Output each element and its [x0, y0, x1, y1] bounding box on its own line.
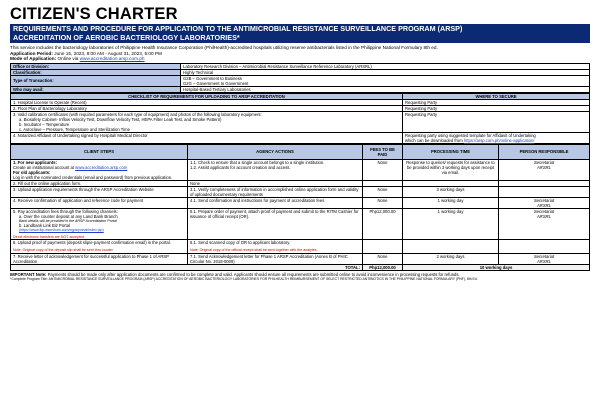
checklist-row — [11, 111, 590, 132]
checklist-header-right: WHERE TO SECURE — [403, 93, 590, 99]
step-row-7 — [11, 253, 590, 264]
step-3-agency: 3.1. Verify completeness of information in accomplished online application form and validity of uploaded documentary requirements — [188, 186, 363, 197]
checklist-table — [10, 93, 590, 144]
step-row-6 — [11, 240, 590, 253]
step-7-client: 7. Receive letter of acknowledgement for successful application to Phase 1 of ARSP Accreditation — [11, 253, 188, 264]
banner-line-2: ACCREDITATION OF AEROBIC BACTERIOLOGY LABORATORIES* — [13, 32, 240, 42]
step-5-bank-note: Bank details will be provided in the ARSP Accreditation Portal — [19, 218, 117, 223]
step-1-person — [499, 159, 590, 180]
step-7-agency: 7.1. Send Acknowledgement letter for Phase 1 ARSP Accreditation (Annex B of PHIC Circular No. 2018-0009) — [188, 253, 363, 264]
step-6-agency-note: Note: Original copy of the official receipt shall be sent together with the analytes. — [190, 248, 318, 253]
step-5-person-1: Secretariat — [533, 208, 555, 214]
checklist-row — [11, 132, 590, 143]
requirement-3b: b. Incubator – Temperature — [19, 121, 70, 127]
important-label: IMPORTANT Note: — [10, 271, 47, 277]
step-4-time: 1 working day — [403, 197, 499, 208]
requirement-2-source: Requesting Party — [403, 105, 590, 111]
step-4-person-1: Secretariat — [533, 197, 555, 203]
step-4-client: 4. Receive confirmation of application and reference code for payment — [11, 197, 188, 208]
type-g2b: G2B – Government to Business — [183, 75, 242, 81]
step-6-fee — [363, 240, 403, 253]
step-row-1 — [11, 159, 590, 180]
total-label: TOTAL: — [11, 264, 363, 270]
step-6-note: Note: Original copy of the deposit slip shall be sent thru courier — [13, 248, 113, 253]
step-row-5 — [11, 208, 590, 239]
step-5-client — [11, 208, 188, 239]
mode-of-application — [10, 56, 590, 62]
mode-text: Online via — [57, 56, 79, 62]
application-period-value: June 15, 2023, 8:00 AM - August 31, 2023, 5:00 PM — [54, 50, 162, 56]
classification-value: Highly Technical — [181, 69, 590, 75]
step-1-action-2: 1.2. Assist applicants for account creation and access. — [190, 164, 291, 170]
banner-line-1: REQUIREMENTS AND PROCEDURE FOR APPLICATION TO THE ANTIMICROBIAL RESISTANCE SURVEILLANCE PROGRAM (ARSP) — [13, 24, 463, 33]
title-banner — [10, 24, 590, 43]
office-value: Laboratory Research Division – Antimicrobial Resistance Surveillance Reference Laboratory (ARSRL) — [181, 63, 590, 69]
footnote: *Complete Program Title: ANTIMICROBIAL RESISTANCE SURVEILLANCE PROGRAM (ARSP) ACCREDITATION OF AEROBIC BACTERIOLOGY LABORATORIES FOR PHILHEALTH REIMBURSEMENT OF SELECT RESTRICTED ANTIBIOTICS IN THE PHILIPPINE NATIONAL FORMULARY (PNF), 8th Ed. — [10, 276, 478, 281]
total-fee: Php12,000.00 — [363, 264, 403, 270]
agency-actions-header: AGENCY ACTIONS — [188, 144, 363, 159]
step-3-person — [499, 186, 590, 197]
requirement-3-source: Requesting Party — [403, 111, 590, 132]
mode-label: Mode of Application: — [10, 56, 57, 62]
step-7-time: 2 working days — [403, 253, 499, 264]
processing-time-header: PROCESSING TIME — [403, 144, 499, 159]
requirement-2: 2. Floor Plan of Bacteriology Laboratory — [11, 105, 403, 111]
step-1-title: 1. For new applicants: — [13, 159, 57, 165]
client-steps-header: CLIENT STEPS — [11, 144, 188, 159]
requirement-4-source-text: Requesting party using suggested template for Affidavit of Undertaking — [405, 132, 536, 138]
step-5-title: 5. Pay accreditation fees through the following channels: — [13, 208, 118, 214]
step-1-client — [11, 159, 188, 180]
page-title: CITIZEN'S CHARTER — [10, 5, 178, 23]
step-4-fee: None — [363, 197, 403, 208]
step-3-time: 3 working days — [403, 186, 499, 197]
info-row-avail — [11, 86, 590, 92]
step-1-person-1: Secretariat — [533, 159, 555, 165]
step-5-time: 1 working day — [403, 208, 499, 239]
step-1-time: Response to queries/ requests for assistance to be provided within 3 working days upon receipt via email. — [403, 159, 499, 180]
step-3-fee: None — [363, 186, 403, 197]
step-row-3 — [11, 186, 590, 197]
step-5-person — [499, 208, 590, 239]
step-1-old-label: For old applicants: — [13, 169, 51, 175]
step-5-landbank-link[interactable]: (https://www.lbp-eservices.com/egps/portal/index.jsp) — [19, 228, 104, 233]
step-6-person — [499, 240, 590, 253]
requirement-4: 4. Notarized Affidavit of Undertaking signed by Hospital/ Medical Director — [11, 132, 403, 143]
step-5-agency: 5.1. Prepare order of payment, attach proof of payment and submit to the RITM Cashier for issuance of official receipt (OR). — [188, 208, 363, 239]
checklist-header-left: CHECKLIST OF REQUIREMENTS FOR UPLOADING TO ARSP ACCREDITATION — [11, 93, 403, 99]
step-4-person — [499, 197, 590, 208]
classification-label: Classification: — [11, 69, 181, 75]
requirement-4-source — [403, 132, 590, 143]
requirement-4-download-text: which can be downloaded from — [405, 137, 463, 143]
charter-page — [10, 6, 590, 281]
total-time: 10 working days — [403, 264, 590, 270]
type-g2g: G2G – Government to Government — [183, 80, 249, 86]
fees-header: FEES TO BE PAID — [363, 144, 403, 159]
steps-header — [11, 144, 590, 159]
step-3-client: 3. Upload application requirements through the ARSP Accreditation Website — [11, 186, 188, 197]
step-1-link[interactable]: www.accreditation.arsp.com — [75, 164, 128, 170]
requirement-3-text: 3. Valid calibration certificates (with required parameters for each type of equipment) and photos of the following laboratory equipment: — [13, 111, 262, 117]
requirement-4-source-line2 — [405, 138, 587, 143]
step-7-person-1: Secretariat — [533, 253, 555, 259]
step-5-option-b: b. Landbank Link Biz Portal — [19, 223, 70, 229]
person-responsible-header: PERSON RESPONSIBLE — [499, 144, 590, 159]
avail-value: Hospital-Based Tertiary Laboratories — [181, 86, 590, 92]
step-7-person-2: ARSRL — [537, 258, 551, 264]
requirement-1: 1. Hospital License to Operate (Recent) — [11, 99, 403, 105]
step-6-action: 6.1. Send scanned copy of OR to applicant laboratory. — [190, 240, 291, 246]
total-row — [11, 264, 590, 270]
steps-table — [10, 144, 590, 271]
intro-block — [10, 45, 590, 62]
step-6-time — [403, 240, 499, 253]
requirement-1-source: Requesting Party — [403, 99, 590, 105]
important-text: Payments should be made only after application documents are confirmed to be complete and valid. Applicants should ensure all requirements are submitted online to avoid inconvenience in processing requests for refunds. — [47, 271, 460, 277]
type-value — [181, 75, 590, 86]
step-1-action-1: 1.1. Check to ensure that a single account belongs to a single institution. — [190, 159, 325, 165]
intro-text: This service includes the bacteriology laboratories of Philippine Health Insurance Corporation (PhilHealth)-accredited hospitals utilizing reserve antibacterials listed in the Philippine National Formulary 8th ed. — [10, 45, 438, 51]
step-1-fee: None — [363, 159, 403, 180]
step-6-title: 6. Upload proof of payments (deposit slip/e-payment confirmation email) in the portal. — [13, 240, 171, 246]
requirement-3c: c. Autoclave – Pressure, Temperature and Sterilization Time — [19, 126, 130, 132]
step-5-fee: Php12,000.00 — [363, 208, 403, 239]
application-period-label: Application Period: — [10, 50, 53, 56]
step-4-person-2: ARSRL — [537, 202, 551, 208]
step-6-agency — [188, 240, 363, 253]
accreditation-link[interactable]: www.accreditation.arsp.com.ph — [79, 56, 145, 62]
step-1-agency — [188, 159, 363, 180]
affidavit-template-link[interactable]: https://arsp.com.ph/online-application/ — [463, 137, 535, 143]
step-2-agency: None — [188, 180, 363, 186]
info-table — [10, 63, 590, 93]
step-1-create-text: Create an institutional account at — [13, 164, 74, 170]
step-5-option-a: a. Over the counter deposit at any Land Bank Branch — [19, 213, 118, 219]
info-row-type — [11, 75, 590, 86]
step-2-client: 2. Fill out the online application form. — [11, 180, 188, 186]
office-label: Office or Division: — [11, 63, 181, 69]
step-7-fee: None — [363, 253, 403, 264]
step-1-login: Log in with the nominated credentials (email and password) from previous application. — [13, 174, 173, 180]
type-label: Type of Transaction: — [11, 75, 181, 86]
avail-label: Who may avail: — [11, 86, 181, 92]
step-4-agency: 4.1. Send confirmation and instructions for payment of accreditation fees — [188, 197, 363, 208]
step-6-client — [11, 240, 188, 253]
step-row-4 — [11, 197, 590, 208]
step-5-person-2: ARSRL — [537, 213, 551, 219]
step-5-warning: Direct electronic transfers are NOT accepted. — [13, 234, 86, 239]
requirement-3a: a. Biosafety Cabinet- Inflow Velocity Test, Downflow Velocity Test, HEPA Filter Leak Test, and Smoke Pattern) — [19, 116, 222, 122]
requirement-3 — [11, 111, 403, 132]
step-1-person-2: ARSRL — [537, 164, 551, 170]
step-7-person — [499, 253, 590, 264]
